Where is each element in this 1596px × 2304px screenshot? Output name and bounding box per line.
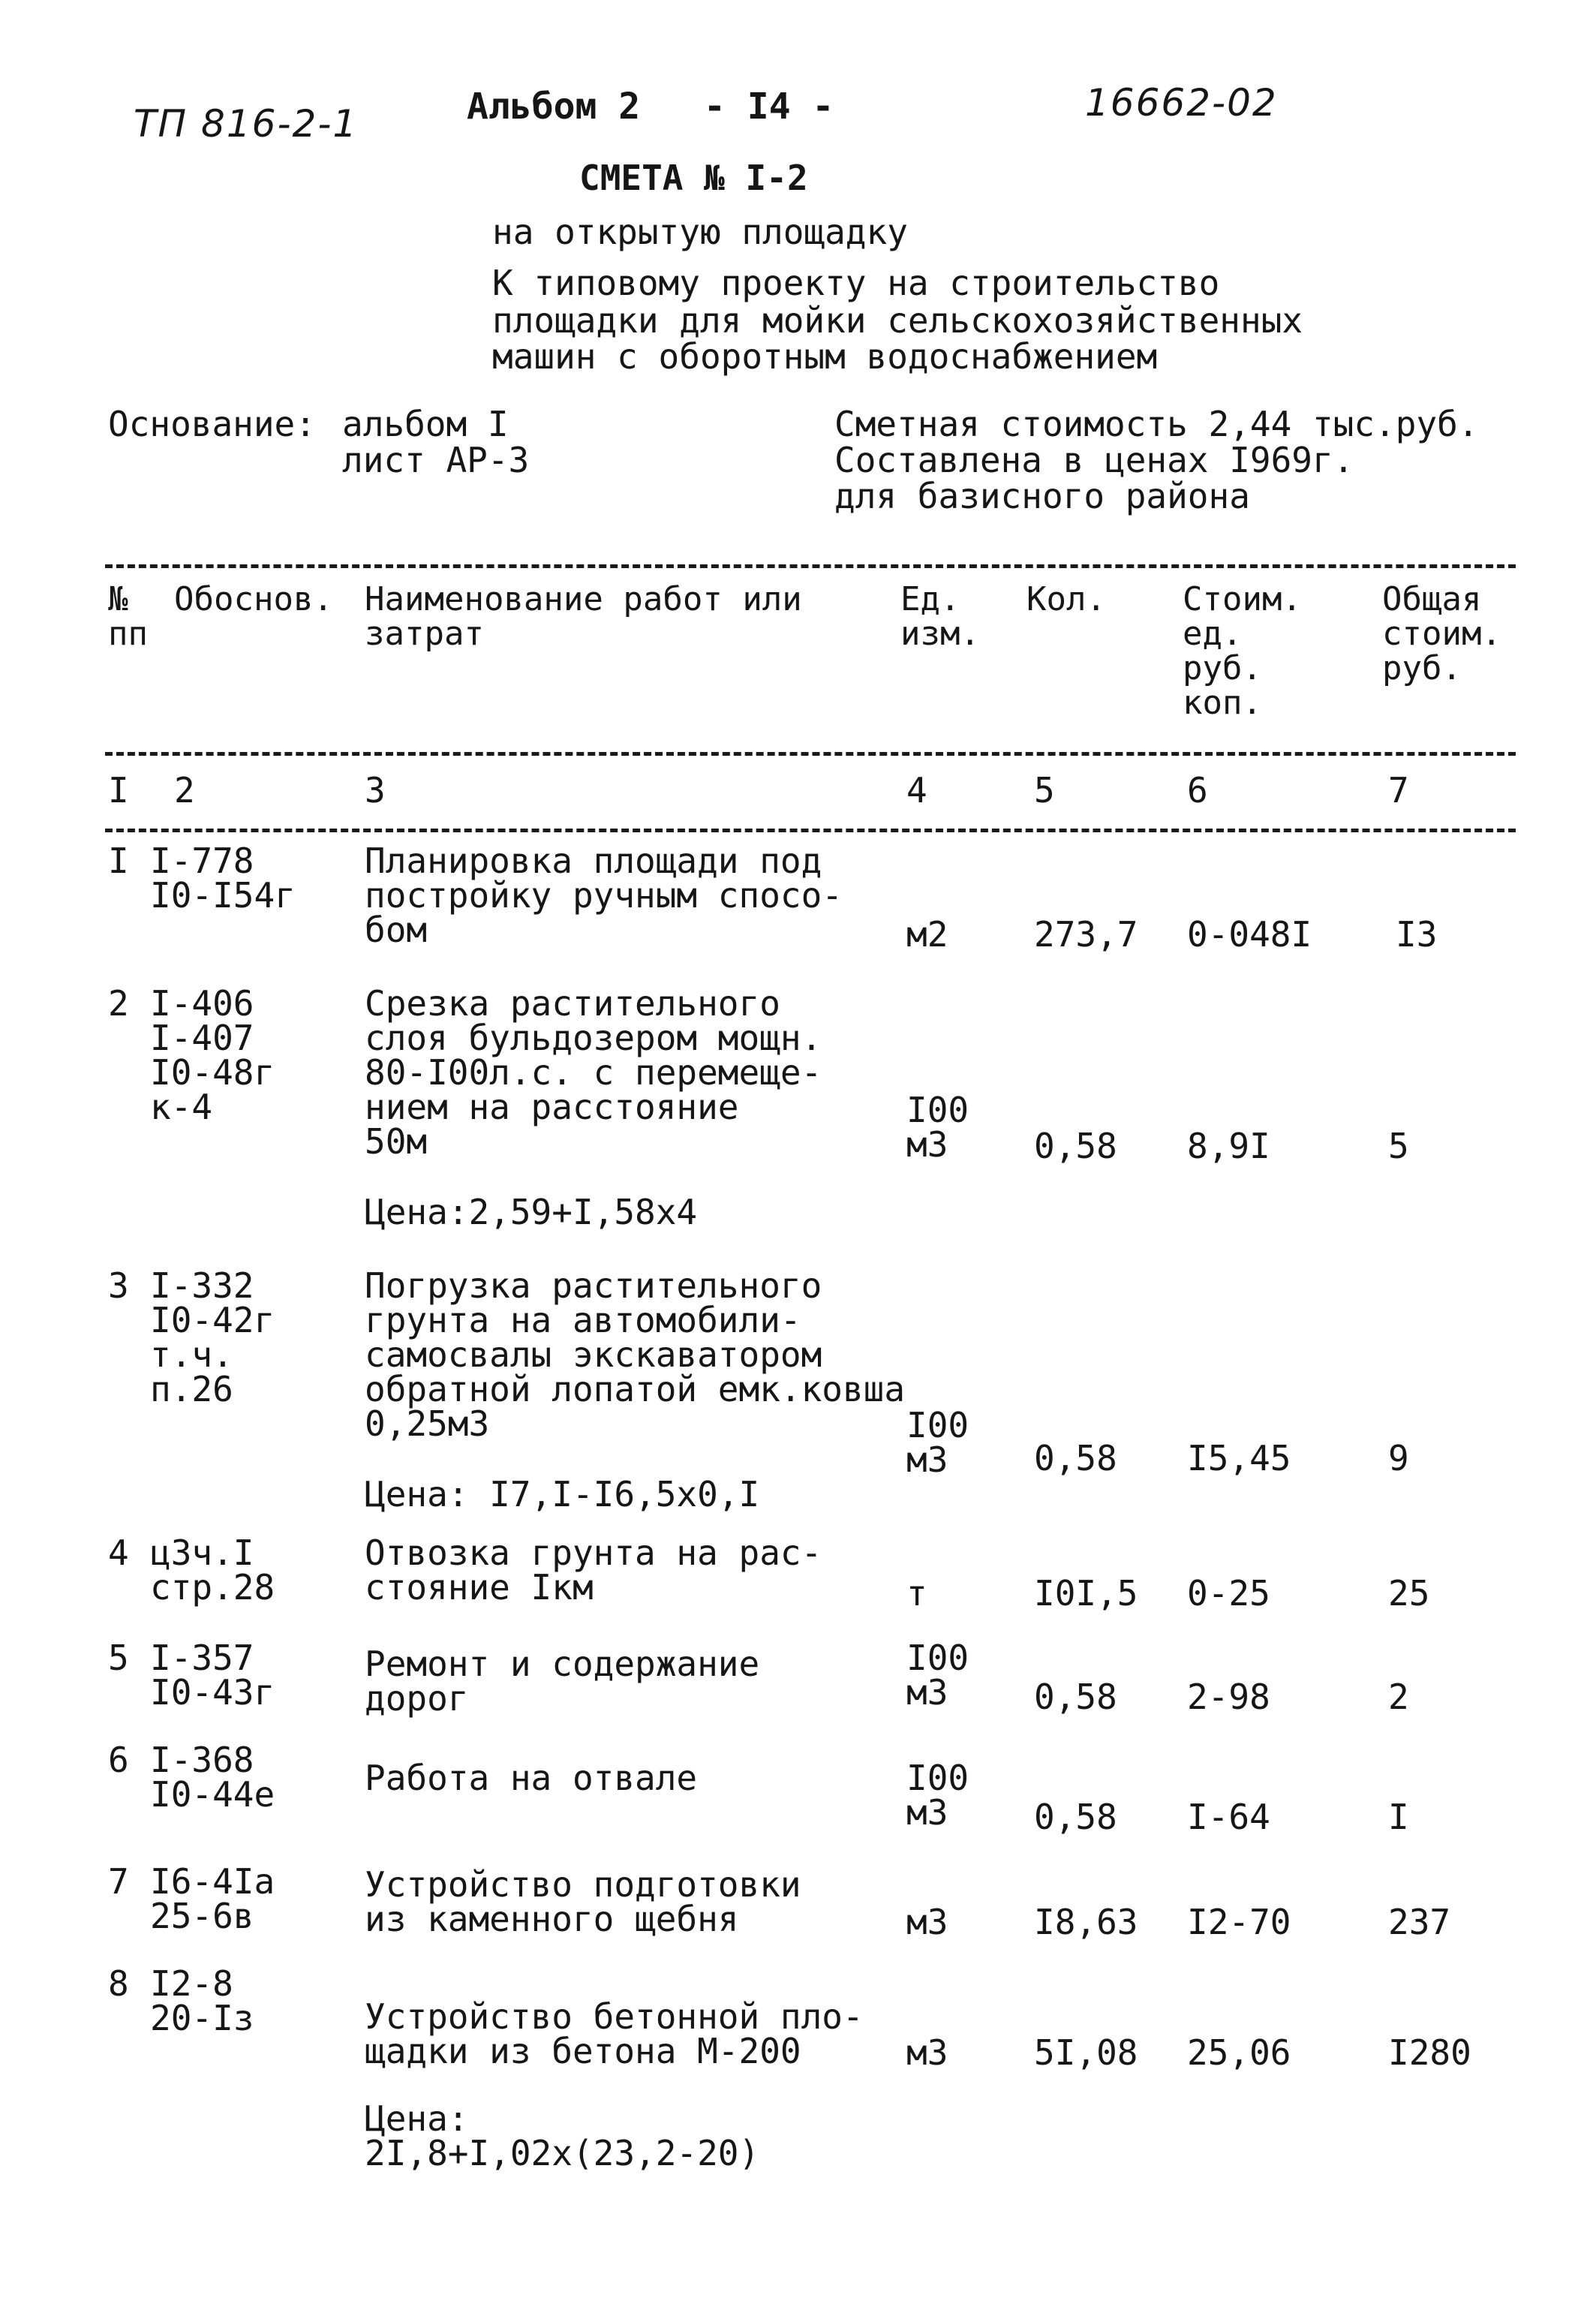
row-num: 7 (108, 1861, 129, 1902)
row-unit-cost: I5,45 (1187, 1438, 1291, 1478)
page-number: - I4 - (704, 86, 834, 128)
row-num: 2 (108, 983, 129, 1024)
row-total: I280 (1388, 2032, 1471, 2073)
row-basis: I-368 I0-44е (150, 1740, 275, 1815)
row-unit: I00 м3 (906, 1405, 969, 1480)
row-qty: 0,58 (1034, 1438, 1117, 1478)
column-number: 7 (1388, 770, 1409, 811)
row-unit: м2 (906, 914, 948, 955)
row-qty: I8,63 (1034, 1902, 1138, 1942)
header-bottom-rule (105, 752, 1516, 756)
row-qty: 0,58 (1034, 1126, 1117, 1166)
row-price-note: Цена:2,59+I,58x4 (365, 1192, 698, 1232)
row-unit: I00 м3 (906, 1758, 969, 1833)
row-num: 6 (108, 1740, 129, 1780)
project-line: площадки для мойки сельскохозяйственных (492, 300, 1303, 341)
row-unit: т (906, 1573, 927, 1614)
column-number: 3 (365, 770, 386, 811)
project-line: машин с оборотным водоснабжением (492, 336, 1158, 377)
row-num: 5 (108, 1638, 129, 1678)
cost-line: Сметная стоимость 2,44 тыс.руб. (834, 404, 1479, 444)
tp-code: ТП 816-2-1 (134, 102, 359, 146)
basis-album: альбом I (342, 404, 509, 444)
row-unit-cost: 0-25 (1187, 1573, 1270, 1614)
row-total: 2 (1388, 1677, 1409, 1717)
row-qty: 0,58 (1034, 1677, 1117, 1717)
row-basis: I-406 I-407 I0-48г к-4 (150, 983, 275, 1127)
cost-line: для базисного района (834, 476, 1250, 516)
row-unit: м3 (906, 1902, 948, 1942)
row-name: Работа на отвале (365, 1758, 698, 1798)
row-num: 8 (108, 1963, 129, 2004)
header-unit: Ед. изм. (900, 580, 980, 653)
row-basis: I6-4Iа 25-6в (150, 1861, 275, 1936)
row-total: I3 (1396, 914, 1438, 955)
row-qty: I0I,5 (1034, 1573, 1138, 1614)
column-number: 4 (906, 770, 927, 811)
row-qty: 273,7 (1034, 914, 1138, 955)
row-unit-cost: 2-98 (1187, 1677, 1270, 1717)
header-num: № пп (108, 580, 148, 653)
smeta-title: СМЕТА № I-2 (579, 158, 808, 198)
column-number: 6 (1187, 770, 1208, 811)
row-name: Отвозка грунта на рас- стояние Iкм (365, 1532, 822, 1608)
row-unit-cost: 8,9I (1187, 1126, 1270, 1166)
basis-label: Основание: (108, 404, 316, 444)
column-numbers-rule (105, 829, 1516, 832)
row-unit-cost: 25,06 (1187, 2032, 1291, 2073)
row-num: 4 (108, 1532, 129, 1573)
row-basis: I-357 I0-43г (150, 1638, 275, 1713)
row-unit-cost: I2-70 (1187, 1902, 1291, 1942)
header-basis: Обоснов. (174, 580, 333, 618)
row-qty: 5I,08 (1034, 2032, 1138, 2073)
row-unit-cost: 0-048I (1187, 914, 1312, 955)
column-number: I (108, 770, 129, 811)
album-label: Альбом 2 (467, 86, 641, 128)
header-qty: Кол. (1026, 580, 1106, 618)
row-unit: I00 м3 (906, 1090, 969, 1165)
row-price-note: Цена: 2I,8+I,02x(23,2-20) (365, 2098, 760, 2173)
header-name: Наименование работ или затрат (365, 580, 802, 653)
row-unit-cost: I-64 (1187, 1797, 1270, 1837)
row-name: Планировка площади под постройку ручным спосо- бом (365, 841, 843, 950)
row-total: 9 (1388, 1438, 1409, 1478)
row-unit: м3 (906, 2032, 948, 2073)
row-total: 237 (1388, 1902, 1451, 1942)
row-total: 25 (1388, 1573, 1430, 1614)
row-num: 3 (108, 1265, 129, 1306)
row-qty: 0,58 (1034, 1797, 1117, 1837)
row-price-note: Цена: I7,I-I6,5x0,I (365, 1474, 760, 1514)
row-total: 5 (1388, 1126, 1409, 1166)
column-number: 5 (1034, 770, 1055, 811)
row-basis: I-332 I0-42г т.ч. п.26 (150, 1265, 275, 1409)
basis-sheet: лист АР-3 (342, 440, 530, 480)
row-total: I (1388, 1797, 1409, 1837)
row-name: Устройство бетонной пло- щадки из бетона М-200 (365, 1996, 864, 2071)
row-name: Устройство подготовки из каменного щебня (365, 1864, 801, 1939)
smeta-subtitle: на открытую площадку (492, 212, 908, 252)
row-num: I (108, 841, 129, 881)
table-top-rule (105, 564, 1516, 568)
column-number: 2 (174, 770, 195, 811)
cost-line: Составлена в ценах I969г. (834, 440, 1354, 480)
row-name: Погрузка растительного грунта на автомобили- самосвалы экскаватором обратной лопатой емк.ковша 0,25м3 (365, 1265, 906, 1444)
header-total: Общая стоим. руб. (1382, 580, 1501, 687)
row-unit: I00 м3 (906, 1638, 969, 1713)
document-number: 16662-02 (1085, 81, 1278, 125)
header-unit-cost: Стоим. ед. руб. коп. (1183, 580, 1302, 722)
project-line: К типовому проекту на строительство (492, 263, 1220, 303)
row-name: Срезка растительного слоя бульдозером мощн. 80-I00л.с. с перемеще- нием на расстояние 50м (365, 983, 822, 1162)
row-basis: I-778 I0-I54г (150, 841, 296, 916)
row-basis: I2-8 20-Iз (150, 1963, 254, 2038)
row-basis: ц3ч.I стр.28 (150, 1532, 275, 1608)
row-name: Ремонт и содержание дорог (365, 1644, 760, 1719)
